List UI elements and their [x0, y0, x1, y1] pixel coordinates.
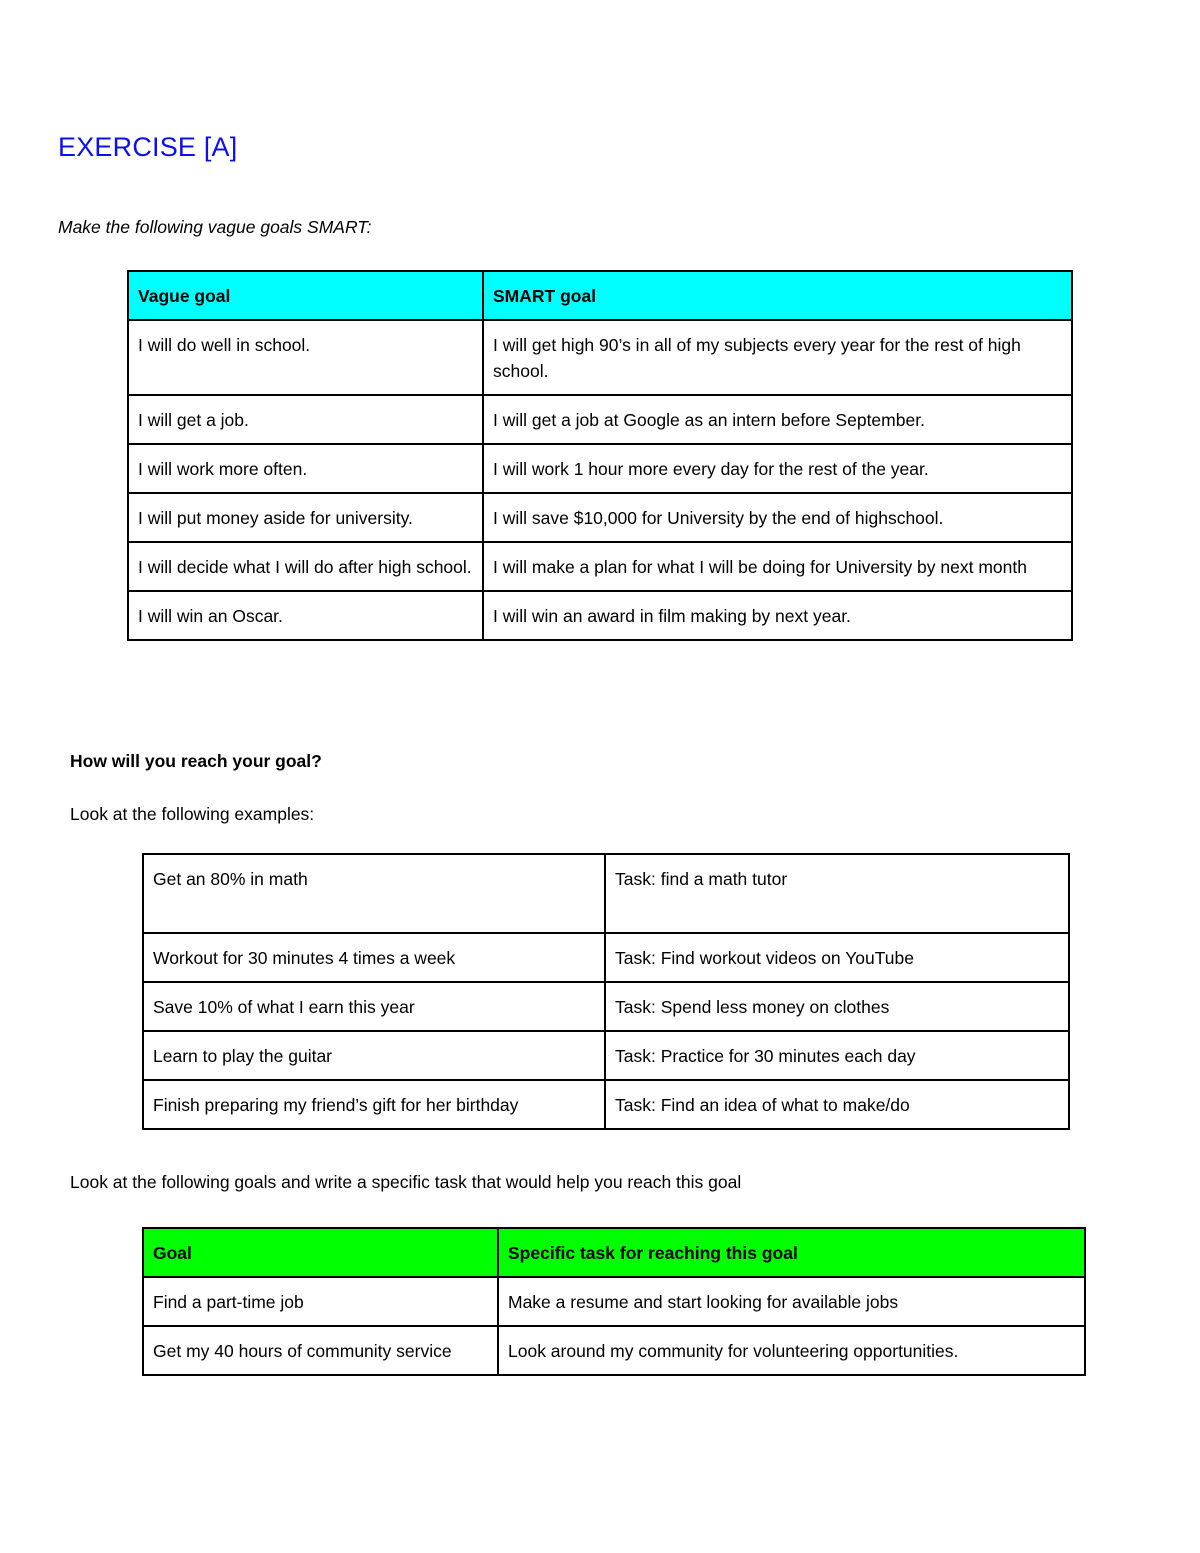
example-task-cell: Task: find a math tutor — [605, 854, 1069, 933]
table-row — [128, 542, 1072, 591]
table-row — [128, 591, 1072, 640]
table-row — [143, 1326, 1085, 1375]
table-row — [143, 982, 1069, 1031]
section-heading-reach-goal: How will you reach your goal? — [70, 751, 322, 771]
examples-intro-text: Look at the following examples: — [70, 804, 315, 824]
table-row — [128, 493, 1072, 542]
goal-task-table — [142, 1227, 1086, 1376]
table-row — [143, 854, 1069, 933]
vague-goal-cell: I will get a job. — [128, 395, 483, 444]
example-goal-cell: Finish preparing my friend’s gift for her birthday — [143, 1080, 605, 1129]
header-specific-task: Specific task for reaching this goal — [498, 1228, 1085, 1277]
smart-goals-table — [127, 270, 1073, 641]
goal-cell: Get my 40 hours of community service — [143, 1326, 498, 1375]
table-header-row — [128, 271, 1072, 320]
example-goal-cell: Workout for 30 minutes 4 times a week — [143, 933, 605, 982]
example-task-cell: Task: Practice for 30 minutes each day — [605, 1031, 1069, 1080]
vague-goal-cell: I will win an Oscar. — [128, 591, 483, 640]
header-vague-goal: Vague goal — [128, 271, 483, 320]
task-instruction-text: Look at the following goals and write a specific task that would help you reach this goal — [70, 1172, 742, 1192]
smart-goal-cell: I will get a job at Google as an intern before September. — [483, 395, 1072, 444]
vague-goal-cell: I will put money aside for university. — [128, 493, 483, 542]
task-cell: Look around my community for volunteering opportunities. — [498, 1326, 1085, 1375]
goal-cell: Find a part-time job — [143, 1277, 498, 1326]
instruction-text: Make the following vague goals SMART: — [58, 217, 372, 237]
table-row — [128, 444, 1072, 493]
vague-goal-cell: I will decide what I will do after high school. — [128, 542, 483, 591]
example-task-cell: Task: Find an idea of what to make/do — [605, 1080, 1069, 1129]
smart-goal-cell: I will work 1 hour more every day for the rest of the year. — [483, 444, 1072, 493]
smart-goal-cell: I will make a plan for what I will be doing for University by next month — [483, 542, 1072, 591]
table-row — [143, 933, 1069, 982]
table-row — [143, 1277, 1085, 1326]
task-cell: Make a resume and start looking for available jobs — [498, 1277, 1085, 1326]
smart-goal-cell: I will save $10,000 for University by the end of highschool. — [483, 493, 1072, 542]
example-goal-cell: Save 10% of what I earn this year — [143, 982, 605, 1031]
header-smart-goal: SMART goal — [483, 271, 1072, 320]
vague-goal-cell: I will do well in school. — [128, 320, 483, 395]
example-goal-cell: Learn to play the guitar — [143, 1031, 605, 1080]
smart-goal-cell: I will win an award in film making by next year. — [483, 591, 1072, 640]
exercise-title: EXERCISE [A] — [58, 132, 238, 162]
header-goal: Goal — [143, 1228, 498, 1277]
vague-goal-cell: I will work more often. — [128, 444, 483, 493]
table-header-row — [143, 1228, 1085, 1277]
example-task-cell: Task: Find workout videos on YouTube — [605, 933, 1069, 982]
examples-table — [142, 853, 1070, 1130]
smart-goal-cell: I will get high 90’s in all of my subjects every year for the rest of high school. — [483, 320, 1072, 395]
example-goal-cell: Get an 80% in math — [143, 854, 605, 933]
table-row — [128, 320, 1072, 395]
table-row — [128, 395, 1072, 444]
example-task-cell: Task: Spend less money on clothes — [605, 982, 1069, 1031]
table-row — [143, 1031, 1069, 1080]
table-row — [143, 1080, 1069, 1129]
